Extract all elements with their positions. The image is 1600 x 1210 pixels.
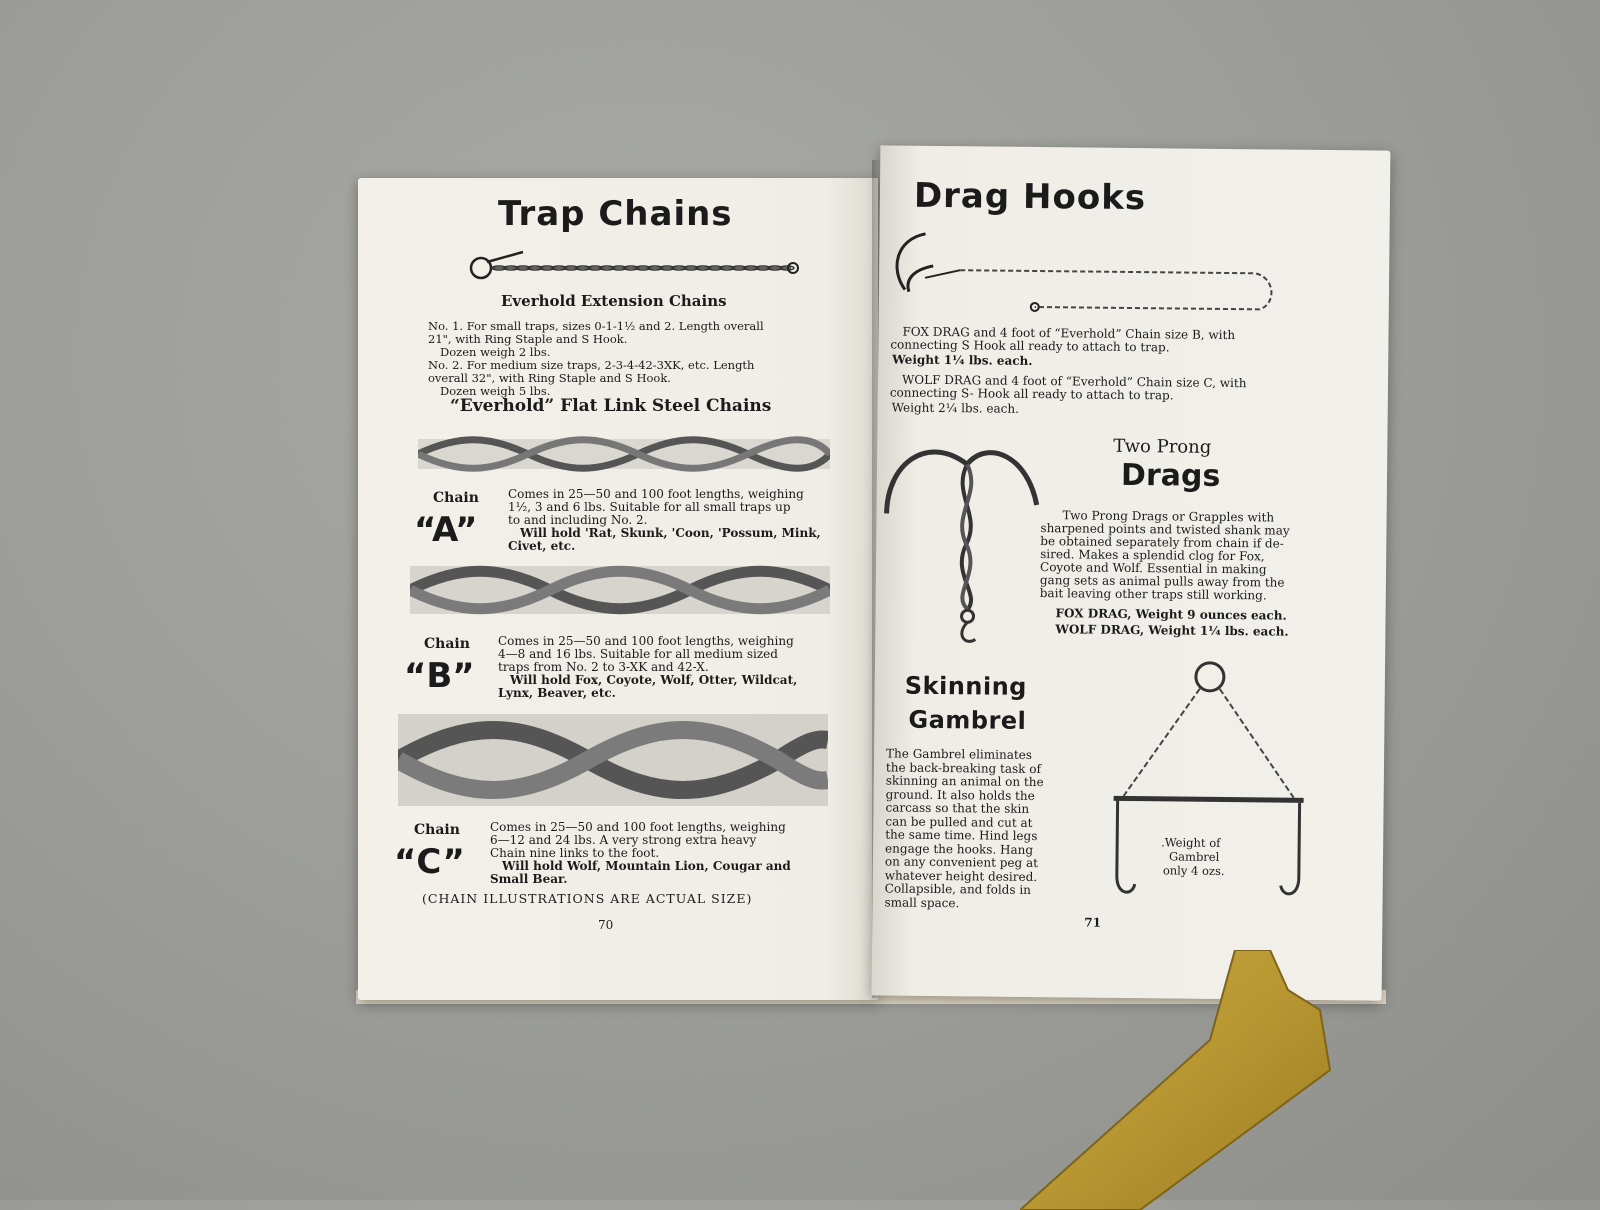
extension-line-6: Dozen weigh 5 lbs. xyxy=(440,384,551,398)
page-number-right: 71 xyxy=(1084,915,1102,930)
gambrel-line-10: whatever height desired. xyxy=(884,867,1038,884)
gambrel-weight-line-2: Gambrel xyxy=(1168,849,1220,864)
gambrel-line-9: on any convenient peg at xyxy=(884,854,1039,871)
chain-a-label: Chain xyxy=(433,490,479,506)
page-title-drag-hooks: Drag Hooks xyxy=(913,175,1147,219)
chain-b-illustration xyxy=(410,560,830,620)
gambrel-heading: Gambrel xyxy=(908,705,1027,735)
chain-a-line-3: to and including No. 2. xyxy=(508,513,648,527)
left-page xyxy=(358,178,878,1000)
chain-c-line-5: Small Bear. xyxy=(490,872,568,886)
wolf-drag-line-2: connecting S- Hook all ready to attach to trap. xyxy=(889,385,1174,403)
extension-chains-heading: Everhold Extension Chains xyxy=(501,292,727,310)
chain-a-line-1: Comes in 25—50 and 100 foot lengths, weighing xyxy=(508,487,804,501)
two-prong-drag-illustration xyxy=(875,433,1047,665)
wolf-drag-weight: WOLF DRAG, Weight 1¼ lbs. each. xyxy=(1055,622,1289,639)
chain-b-line-3: traps from No. 2 to 3-XK and 42-X. xyxy=(498,660,709,674)
chain-c-illustration xyxy=(398,710,828,810)
chain-b-line-2: 4—8 and 16 lbs. Suitable for all medium sized xyxy=(498,647,778,661)
two-prong-line-3: be obtained separately from chain if de- xyxy=(1040,534,1284,551)
drag-hook-chain-illustration xyxy=(885,229,1286,323)
chain-b-line-4: Will hold Fox, Coyote, Wolf, Otter, Wildcat, xyxy=(510,673,798,687)
brass-tool xyxy=(1020,950,1580,1210)
gambrel-line-7: the same time. Hind legs xyxy=(885,827,1038,844)
gambrel-line-2: the back-breaking task of xyxy=(885,759,1042,776)
chain-b-letter: “B” xyxy=(404,656,475,696)
chain-c-label: Chain xyxy=(414,822,460,838)
two-prong-heading: Two Prong xyxy=(1113,435,1212,458)
page-number-left: 70 xyxy=(598,918,614,932)
drags-heading: Drags xyxy=(1120,457,1221,494)
gambrel-line-4: ground. It also holds the xyxy=(885,786,1035,803)
chain-a-line-5: Civet, etc. xyxy=(508,539,576,553)
page-title-trap-chains: Trap Chains xyxy=(498,194,733,234)
gambrel-line-8: engage the hooks. Hang xyxy=(885,840,1034,857)
chain-b-label: Chain xyxy=(424,636,470,652)
right-page xyxy=(872,145,1391,1000)
fox-drag-line-2: connecting S Hook all ready to attach to trap. xyxy=(890,337,1170,355)
fox-drag-line-1: FOX DRAG and 4 foot of “Everhold” Chain size B, with xyxy=(902,324,1236,343)
gambrel-description xyxy=(884,747,1086,911)
chain-c-line-3: Chain nine links to the foot. xyxy=(490,846,660,860)
fox-drag-weight: FOX DRAG, Weight 9 ounces each. xyxy=(1055,606,1287,623)
gambrel-weight-line-3: only 4 ozs. xyxy=(1162,863,1225,878)
flat-link-heading: “Everhold” Flat Link Steel Chains xyxy=(450,396,772,416)
wolf-drag-line-3: Weight 2¼ lbs. each. xyxy=(891,400,1020,416)
chain-a-line-2: 1½, 3 and 6 lbs. Suitable for all small traps up xyxy=(508,500,791,514)
wolf-drag-line-1: WOLF DRAG and 4 foot of “Everhold” Chain size C, with xyxy=(901,372,1247,391)
gambrel-line-11: Collapsible, and folds in xyxy=(884,881,1032,897)
two-prong-line-1: Two Prong Drags or Grapples with xyxy=(1062,508,1275,525)
chain-a-illustration xyxy=(418,433,830,475)
gambrel-line-1: The Gambrel eliminates xyxy=(886,746,1033,762)
chain-a-letter: “A” xyxy=(414,510,478,550)
extension-line-3: Dozen weigh 2 lbs. xyxy=(440,345,551,359)
chain-b-line-5: Lynx, Beaver, etc. xyxy=(498,686,616,700)
extension-line-1: No. 1. For small traps, sizes 0-1-1½ and 2. Length overall xyxy=(428,319,764,333)
fox-drag-line-3: Weight 1¼ lbs. each. xyxy=(892,352,1033,368)
gambrel-line-6: can be pulled and cut at xyxy=(885,813,1033,830)
chain-c-letter: “C” xyxy=(394,842,465,882)
chain-c-line-1: Comes in 25—50 and 100 foot lengths, weighing xyxy=(490,820,786,834)
extension-line-5: overall 32", with Ring Staple and S Hook. xyxy=(428,371,671,385)
gambrel-weight-line-1: .Weight of xyxy=(1161,835,1221,850)
extension-line-2: 21", with Ring Staple and S Hook. xyxy=(428,332,628,346)
two-prong-line-5: Coyote and Wolf. Essential in making xyxy=(1039,560,1267,577)
gambrel-line-3: skinning an animal on the xyxy=(885,773,1044,790)
extension-chain-illustration xyxy=(463,248,803,288)
chain-c-line-4: Will hold Wolf, Mountain Lion, Cougar and xyxy=(502,859,791,873)
gambrel-line-12: small space. xyxy=(884,894,960,910)
skinning-heading: Skinning xyxy=(904,671,1028,701)
chain-a-line-4: Will hold 'Rat, Skunk, 'Coon, 'Possum, Mink, xyxy=(520,526,821,540)
chain-c-line-2: 6—12 and 24 lbs. A very strong extra heavy xyxy=(490,833,757,847)
two-prong-line-6: gang sets as animal pulls away from the xyxy=(1039,573,1285,590)
two-prong-line-4: sired. Makes a splendid clog for Fox, xyxy=(1040,547,1265,564)
two-prong-line-2: sharpened points and twisted shank may xyxy=(1040,521,1290,538)
gambrel-line-5: carcass so that the skin xyxy=(885,800,1030,816)
two-prong-line-7: bait leaving other traps still working. xyxy=(1039,586,1267,603)
extension-line-4: No. 2. For medium size traps, 2-3-4-42-3XK, etc. Length xyxy=(428,358,755,372)
chain-b-line-1: Comes in 25—50 and 100 foot lengths, weighing xyxy=(498,634,794,648)
chain-footnote: (CHAIN ILLUSTRATIONS ARE ACTUAL SIZE) xyxy=(422,891,753,906)
